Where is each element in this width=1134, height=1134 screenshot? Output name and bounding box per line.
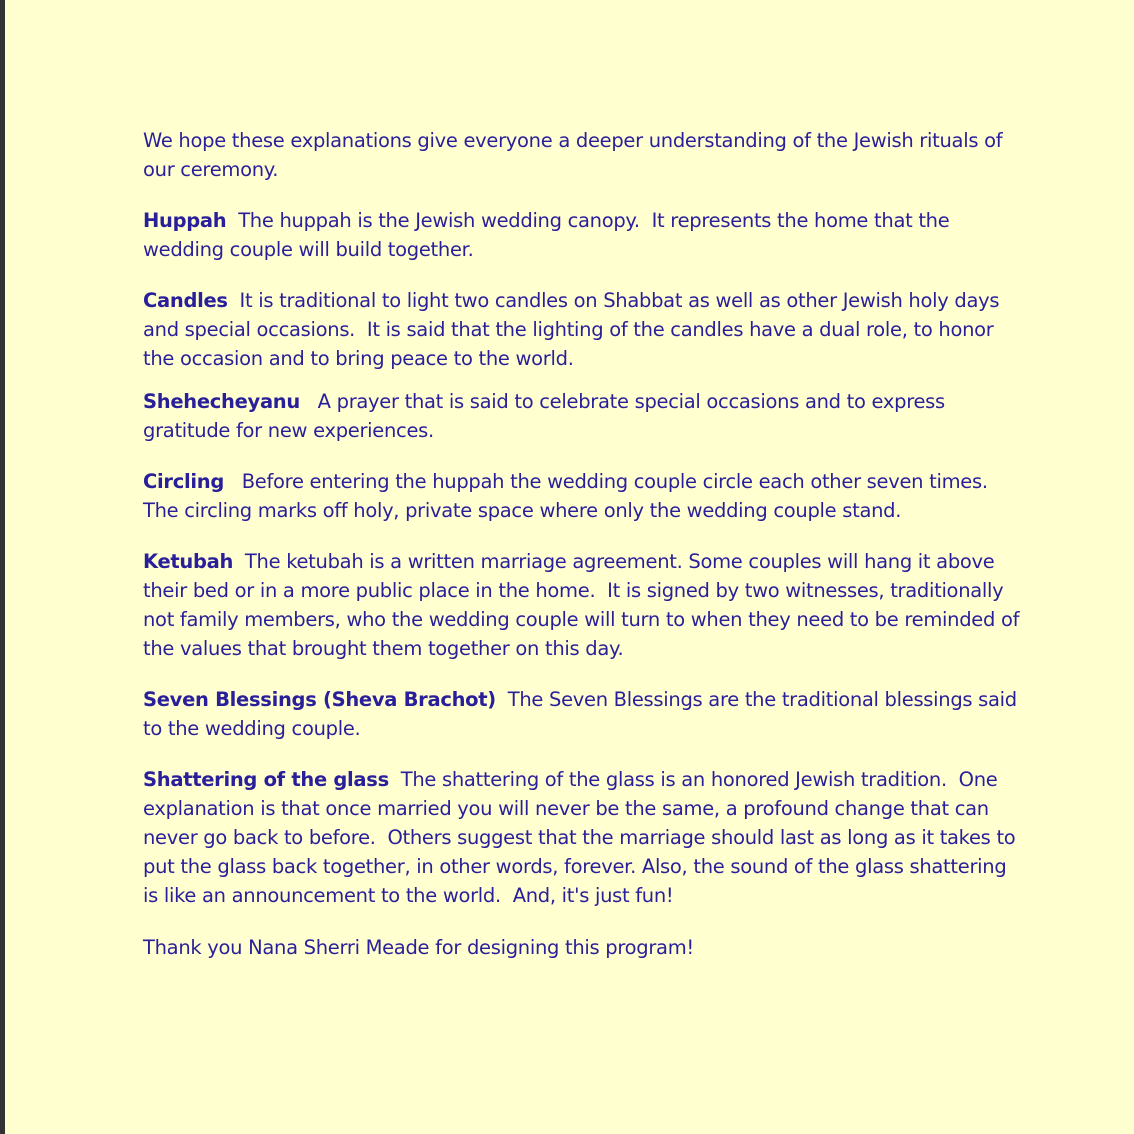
huppah-text: The huppah is the Jewish wedding canopy. It represents the home that the wedding couple will build together. [143,209,956,261]
seven-blessings-text: The Seven Blessings are the traditional blessings said to the wedding couple. [143,688,1023,740]
seven-blessings-gap [496,688,508,711]
huppah-term: Huppah [143,209,227,232]
candles-text: It is traditional to light two candles on Shabbat as well as other Jewish holy days and special occasions. It is said that the lighting of the candles have a dual role, to honor the occasion and to bring peace to the world. [143,289,1006,370]
ketubah-term: Ketubah [143,550,234,573]
shattering-glass-text: The shattering of the glass is an honored Jewish tradition. One explanation is that once married you will never be the same, a profound change that can never go back to before. Others suggest that the marriage should last as long as it takes to put the glass back together, in other words, forever. Also, the sound of the glass shattering is like an announcement to the world. And, it's just fun! [143,768,1022,907]
closing-paragraph: Thank you Nana Sherri Meade for designing this program! [143,936,694,959]
huppah-gap [226,209,238,232]
intro-paragraph: We hope these explanations give everyone a deeper understanding of the Jewish rituals of our ceremony. [143,129,1009,181]
shehecheyanu-text: A prayer that is said to celebrate special occasions and to express gratitude for new experiences. [143,390,951,442]
circling-paragraph [143,467,1023,525]
ketubah-paragraph [143,547,1026,663]
ketubah-gap [233,550,245,573]
candles-gap [228,289,240,312]
seven-blessings-paragraph [143,685,1023,743]
shehecheyanu-paragraph [143,387,1023,445]
ketubah-text: The ketubah is a written marriage agreement. Some couples will hang it above their bed or in a more public place in the home. It is signed by two witnesses, traditionally not family members, who the wedding couple will turn to when they need to be reminded of the values that brought them together on this day. [143,550,1026,660]
shehecheyanu-term: Shehecheyanu [143,390,300,413]
circling-gap [224,470,242,493]
shehecheyanu-gap [300,390,318,413]
circling-term: Circling [143,470,224,493]
shattering-glass-gap [389,768,401,791]
candles-term: Candles [143,289,228,312]
program-text-block [143,126,1026,962]
candles-paragraph [143,286,1023,373]
shattering-glass-term: Shattering of the glass [143,768,389,791]
shattering-glass-paragraph [143,765,1023,910]
seven-blessings-term: Seven Blessings (Sheva Brachot) [143,688,496,711]
circling-text: Before entering the huppah the wedding couple circle each other seven times. The circling marks off holy, private space where only the wedding couple stand. [143,470,994,522]
huppah-paragraph [143,206,1023,264]
